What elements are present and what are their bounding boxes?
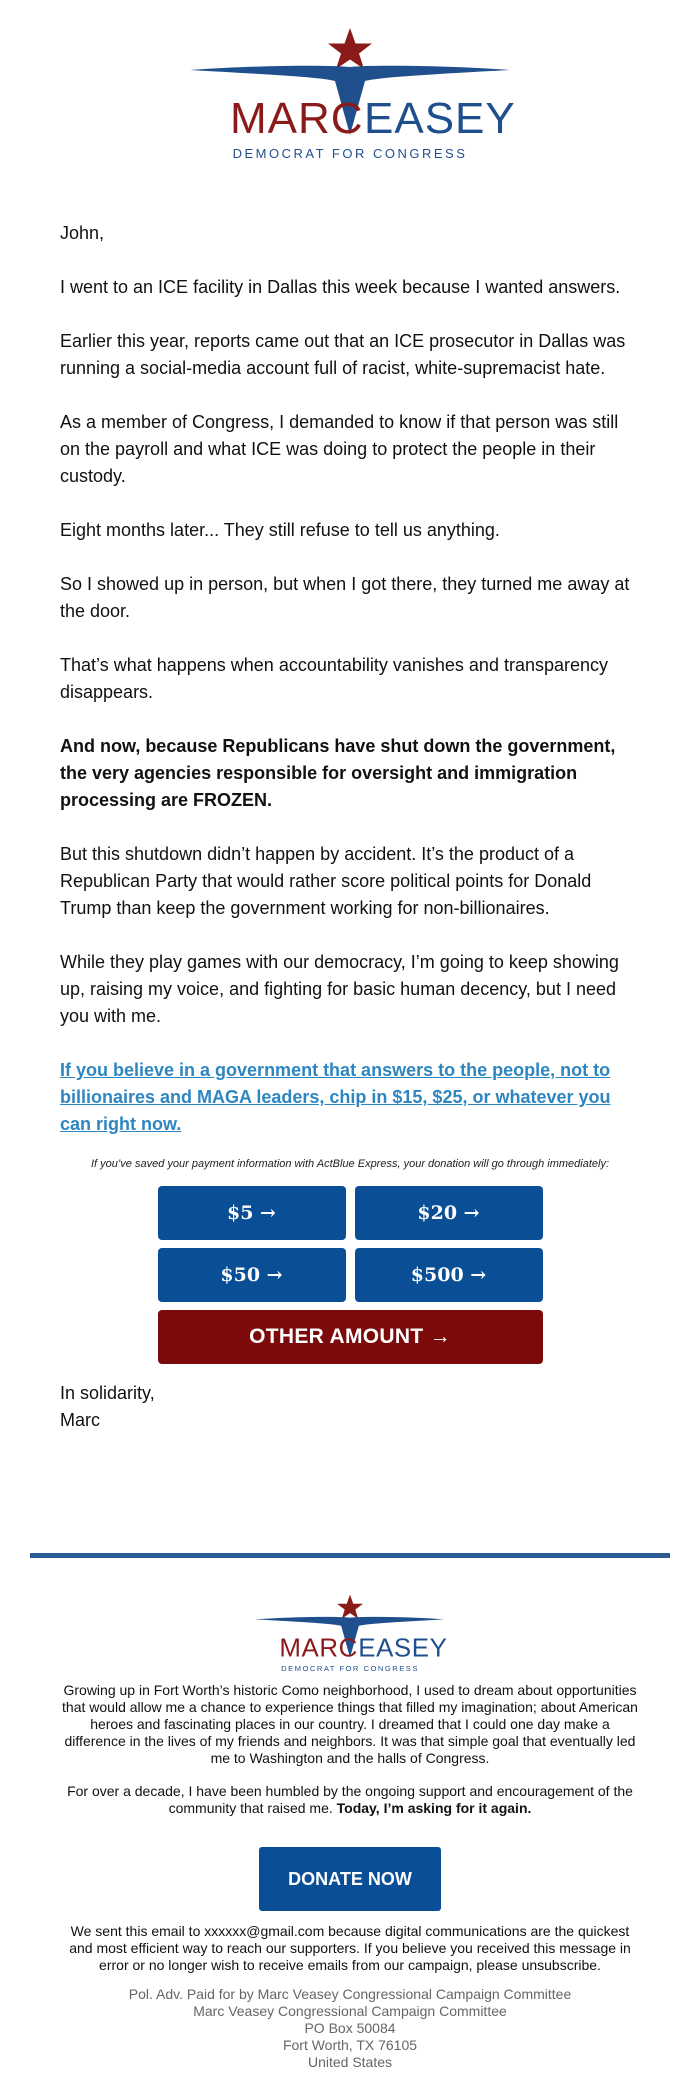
committee-name: Marc Veasey Congressional Campaign Committee (193, 2003, 507, 2019)
donate-20-button[interactable]: $20 → (355, 1186, 543, 1240)
donate-now-button[interactable]: DONATE NOW (259, 1847, 441, 1911)
footer-logo-first: MARC (279, 1634, 358, 1663)
donate-500-button[interactable]: $500 → (355, 1248, 543, 1302)
footer-bio: Growing up in Fort Worth’s historic Como neighborhood, I used to dream about opportunities that would allow me a chance to experience things that filled my imagination; about American heroes and fascinating places in our country. I dreamed that I could one day make a difference in the lives of my friends and neighbors. It was that simple goal that eventually led me to Washington and the halls of Congress. (62, 1682, 638, 1766)
email-notice: We sent this email to xxxxxx@gmail.com because digital communications are the quickest and most efficient way to reach our supporters. If you believe you received this message in error or no longer wish to receive emails from our campaign, please unsubscribe. (69, 1923, 631, 1973)
paragraph: So I showed up in person, but when I got there, they turned me away at the door. (60, 574, 630, 621)
donate-50-button[interactable]: $50 → (158, 1248, 346, 1302)
star-icon (328, 28, 372, 69)
paragraph: While they play games with our democracy, I’m going to keep showing up, raising my voice, and fighting for basic human decency, but I need you with me. (60, 952, 619, 1026)
legal-disclaimer (60, 1986, 640, 2071)
paragraph: That’s what happens when accountability vanishes and transparency disappears. (60, 655, 609, 702)
signoff-line: In solidarity, (60, 1383, 155, 1403)
footer-support (60, 1783, 640, 1817)
country: United States (307, 2054, 393, 2070)
donate-5-button[interactable]: $5 → (158, 1186, 346, 1240)
logo-last: EASEY (364, 94, 516, 143)
footer (60, 1682, 640, 2071)
header-logo[interactable] (0, 25, 700, 175)
paragraph: I went to an ICE facility in Dallas this week because I wanted answers. (60, 277, 621, 297)
footer-logo-last: EASEY (358, 1634, 448, 1663)
logo-first: MARC (230, 94, 364, 143)
footer-support-text: For over a decade, I have been humbled by the ongoing support and encouragement of the community that raised me. (67, 1783, 633, 1816)
paid-for-line: Pol. Adv. Paid for by Marc Veasey Congressional Campaign Committee (128, 1986, 572, 2002)
donate-cta-link[interactable]: If you believe in a government that answers to the people, not to billionaires and MAGA leaders, chip in $15, $25, or whatever you can right now. (60, 1060, 611, 1134)
footer-logo-tagline: DEMOCRAT FOR CONGRESS (281, 1664, 419, 1674)
paragraph: As a member of Congress, I demanded to know if that person was still on the payroll and what ICE was doing to protect the people in their custody. (60, 412, 619, 486)
footer-logo[interactable] (0, 1592, 700, 1682)
bold-paragraph: And now, because Republicans have shut down the government, the very agencies responsible for oversight and immigration processing are FROZEN. (60, 736, 616, 810)
paragraph: Earlier this year, reports came out that an ICE prosecutor in Dallas was running a social-media account full of racist, white-supremacist hate. (60, 331, 626, 378)
paragraph: But this shutdown didn’t happen by accident. It’s the product of a Republican Party that would rather score political points for Donald Trump than keep the government working for non-billionaires. (60, 844, 592, 918)
star-icon (337, 1595, 363, 1619)
footer-logo-graphic (250, 1592, 450, 1682)
greeting: John, (60, 223, 105, 243)
signature-name: Marc (60, 1410, 100, 1430)
po-box: PO Box 50084 (304, 2020, 396, 2036)
paragraph: Eight months later... They still refuse to tell us anything. (60, 520, 500, 540)
message-content (60, 220, 640, 1434)
donation-button-grid (158, 1186, 543, 1364)
logo-graphic (180, 25, 520, 175)
signoff (60, 1380, 640, 1434)
footer-divider (30, 1553, 670, 1558)
actblue-express-note: If you’ve saved your payment information with ActBlue Express, your donation will go through immediately: (90, 1158, 610, 1170)
logo-tagline: DEMOCRAT FOR CONGRESS (232, 146, 468, 161)
city-state-zip: Fort Worth, TX 76105 (282, 2037, 418, 2053)
footer-support-bold: Today, I’m asking for it again. (336, 1800, 532, 1816)
other-amount-button[interactable]: OTHER AMOUNT → (158, 1310, 543, 1364)
